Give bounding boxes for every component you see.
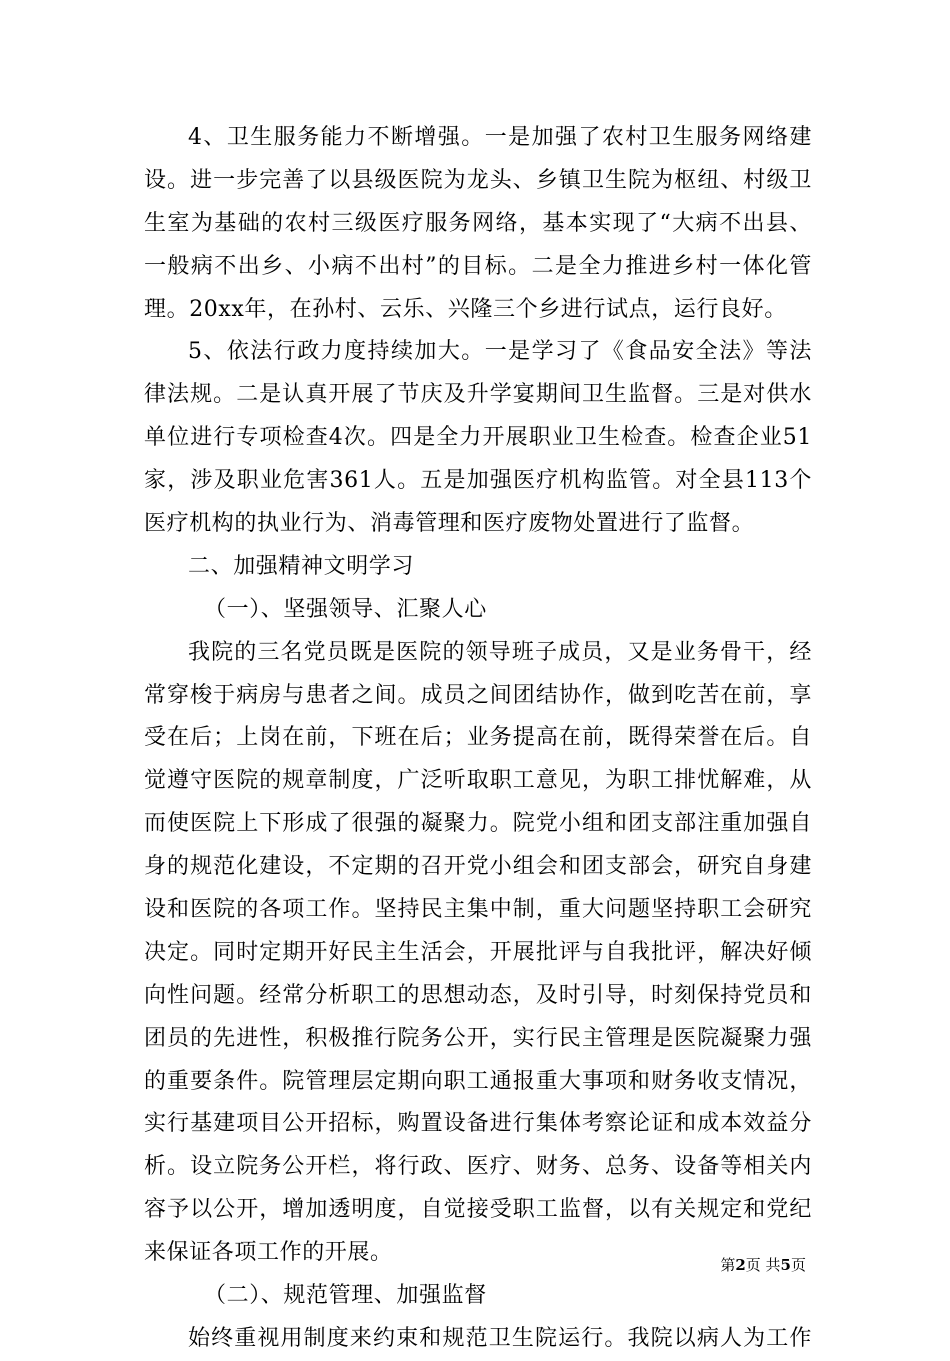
subsection-heading: （一）、坚强领导、汇聚人心 [204, 596, 487, 622]
text-line: 律法规。二是认真开展了节庆及升学宴期间卫生监督。三是对供水 [144, 382, 812, 408]
text-line: 设。进一步完善了以县级医院为龙头、乡镇卫生院为枢纽、村级卫 [144, 167, 812, 193]
document-body [144, 117, 812, 1361]
paragraph-leadership [144, 632, 812, 1275]
text-line: 常穿梭于病房与患者之间。成员之间团结协作，做到吃苦在前，享 [144, 682, 812, 708]
text-line: 受在后；上岗在前，下班在后；业务提高在前，既得荣誉在后。自 [144, 725, 812, 751]
paragraph-management [144, 1318, 812, 1361]
text-line: 容予以公开，增加透明度，自觉接受职工监督，以有关规定和党纪 [144, 1197, 812, 1223]
text-line: 医疗机构的执业行为、消毒管理和医疗废物处置进行了监督。 [144, 511, 755, 537]
text-line: 团员的先进性，积极推行院务公开，实行民主管理是医院凝聚力强 [144, 1025, 812, 1051]
paragraph-law-enforcement [144, 331, 812, 545]
text-line: 5、依法行政力度持续加大。一是学习了《食品安全法》等法 [188, 339, 812, 365]
text-line: 始终重视用制度来约束和规范卫生院运行。我院以病人为工作 [188, 1325, 812, 1351]
text-line: 一般病不出乡、小病不出村”的目标。二是全力推进乡村一体化管 [144, 253, 812, 279]
footer-middle: 页 共 [745, 1256, 781, 1274]
text-line: 设和医院的各项工作。坚持民主集中制，重大问题坚持职工会研究 [144, 897, 812, 923]
text-line: 身的规范化建设，不定期的召开党小组会和团支部会，研究自身建 [144, 854, 812, 880]
text-line: 来保证各项工作的开展。 [144, 1240, 393, 1266]
text-line: 理。20xx年，在孙村、云乐、兴隆三个乡进行试点，运行良好。 [144, 296, 787, 322]
current-page-number: 2 [735, 1256, 746, 1274]
text-line: 的重要条件。院管理层定期向职工通报重大事项和财务收支情况， [144, 1068, 812, 1094]
text-line: 生室为基础的农村三级医疗服务网络，基本实现了“大病不出县、 [144, 210, 812, 236]
paragraph-health-service [144, 117, 812, 331]
text-line: 单位进行专项检查4次。四是全力开展职业卫生检查。检查企业51 [144, 425, 812, 451]
text-line: 家，涉及职业危害361人。五是加强医疗机构监管。对全县113个 [144, 468, 812, 494]
text-line: 觉遵守医院的规章制度，广泛听取职工意见，为职工排忧解难，从 [144, 768, 812, 794]
footer-prefix: 第 [720, 1256, 736, 1274]
subsection-heading: （二）、规范管理、加强监督 [204, 1283, 487, 1309]
text-line: 决定。同时定期开好民主生活会，开展批评与自我批评，解决好倾 [144, 939, 812, 965]
text-line: 4、卫生服务能力不断增强。一是加强了农村卫生服务网络建 [188, 125, 812, 150]
text-line: 析。设立院务公开栏，将行政、医疗、财务、总务、设备等相关内 [144, 1154, 812, 1180]
text-line: 向性问题。经常分析职工的思想动态，及时引导，时刻保持党员和 [144, 982, 812, 1008]
total-page-number: 5 [780, 1256, 791, 1274]
text-line: 而使医院上下形成了很强的凝聚力。院党小组和团支部注重加强自 [144, 811, 812, 837]
footer-suffix: 页 [790, 1256, 806, 1274]
section-heading: 二、加强精神文明学习 [188, 553, 415, 579]
text-line: 实行基建项目公开招标，购置设备进行集体考察论证和成本效益分 [144, 1111, 812, 1137]
page-footer [720, 1254, 806, 1275]
text-line: 我院的三名党员既是医院的领导班子成员，又是业务骨干，经 [188, 639, 812, 665]
